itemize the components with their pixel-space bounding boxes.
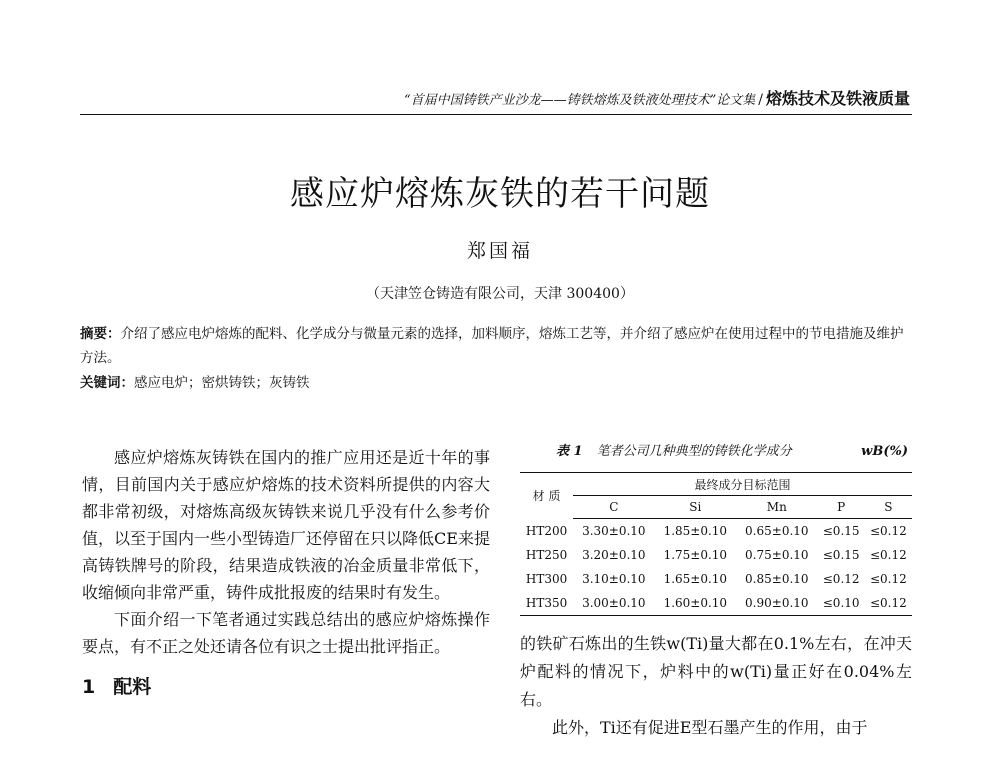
table-cell: 1.65±0.10	[663, 572, 728, 586]
table-caption-text: 笔者公司几种典型的铸铁化学成分	[596, 444, 792, 459]
table-row	[520, 567, 912, 591]
header-separator: /	[758, 92, 763, 108]
abstract-text: 介绍了感应电炉熔炼的配料、化学成分与微量元素的选择，加料顺序，熔炼工艺等，并介绍了感应炉在使用过程中的节电措施及维护方法。	[80, 326, 904, 366]
table-cell: 3.30±0.10	[582, 524, 646, 538]
table-cell: 0.85±0.10	[745, 572, 809, 586]
table-cell: ≤0.12	[869, 572, 907, 586]
right-column-text	[520, 630, 912, 742]
table-row	[520, 591, 912, 616]
paper-title: 感应炉熔炼灰铁的若干问题	[290, 174, 710, 214]
table-cell-material: HT350	[520, 591, 573, 616]
table-cell-material: HT200	[525, 523, 568, 538]
keywords-text: 感应电炉；密烘铸铁；灰铸铁	[134, 375, 310, 391]
header-section: 熔炼技术及铁液质量	[765, 89, 910, 108]
header-material: 材 质	[520, 473, 573, 519]
keywords	[80, 372, 912, 394]
column-header: P	[818, 496, 865, 519]
affiliation: （天津笠仓铸造有限公司，天津 300400）	[366, 286, 634, 302]
table-row	[520, 543, 912, 567]
running-header	[80, 88, 910, 112]
section-heading	[82, 674, 490, 700]
author: 郑国福	[466, 240, 533, 262]
table-cell: ≤0.12	[869, 524, 907, 538]
right-column	[520, 440, 912, 742]
column-header: Mn	[736, 496, 817, 519]
body-paragraph: 下面介绍一下笔者通过实践总结出的感应炉熔炼操作要点，有不正之处还请各位有识之士提出批评指正。	[82, 610, 490, 656]
abstract-label: 摘要：	[80, 326, 121, 342]
left-column	[82, 444, 490, 700]
table-cell: ≤0.15	[822, 524, 860, 538]
table-cell-material: HT300	[525, 572, 568, 586]
table-cell: 1.60±0.10	[655, 591, 736, 616]
header-rule	[80, 114, 912, 115]
header-target-range: 最终成分目标范围	[573, 473, 912, 496]
table-cell: 3.10±0.10	[582, 572, 646, 586]
table-unit: wB(%)	[861, 444, 908, 459]
table-cell-material: HT250	[525, 548, 568, 562]
table-cell: 3.20±0.10	[582, 548, 646, 562]
table-cell: ≤0.15	[822, 548, 860, 562]
section-title: 配料	[113, 676, 152, 698]
table-caption-number: 表 1	[556, 444, 583, 459]
body-paragraph: 此外，Ti还有促进E型石墨产生的作用，由于	[552, 718, 868, 737]
table-cell: ≤0.12	[822, 572, 860, 586]
table-cell: 3.00±0.10	[573, 591, 654, 616]
abstract	[80, 322, 912, 370]
table-cell: 0.65±0.10	[745, 524, 809, 538]
table-cell: 0.90±0.10	[736, 591, 817, 616]
keywords-label: 关键词：	[80, 375, 134, 391]
table-cell: ≤0.10	[818, 591, 865, 616]
table-cell: 1.75±0.10	[663, 548, 728, 562]
header-series: “首届中国铸铁产业沙龙——铸铁熔炼及铁液处理技术”论文集	[403, 93, 756, 108]
body-paragraph: 感应炉熔炼灰铸铁在国内的推广应用还是近十年的事情，目前国内关于感应炉熔炼的技术资料所提供的内容大都非常初级，对熔炼高级灰铸铁来说几乎没有什么参考价值，以至于国内一些小型铸造厂还停留在只以降低CE来提高铸铁牌号的阶段，结果造成铁液的冶金质量非常低下，收缩倾向非常严重，铸件成批报废的结果时有发生。	[82, 448, 490, 602]
column-header: S	[865, 496, 912, 519]
table-cell: 1.85±0.10	[663, 524, 728, 538]
table-cell: 0.75±0.10	[745, 548, 809, 562]
table-caption	[520, 440, 912, 464]
composition-table	[520, 472, 912, 616]
table-cell: ≤0.12	[869, 548, 907, 562]
column-header: Si	[655, 496, 736, 519]
table-cell: ≤0.12	[865, 591, 912, 616]
body-paragraph: 的铁矿石炼出的生铁w(Ti)量大都在0.1%左右，在冲天炉配料的情况下，炉料中的w(Ti)量正好在0.04%左右。	[520, 634, 912, 709]
column-header: C	[573, 496, 654, 519]
section-number: 1	[82, 676, 96, 698]
table-row	[520, 519, 912, 544]
